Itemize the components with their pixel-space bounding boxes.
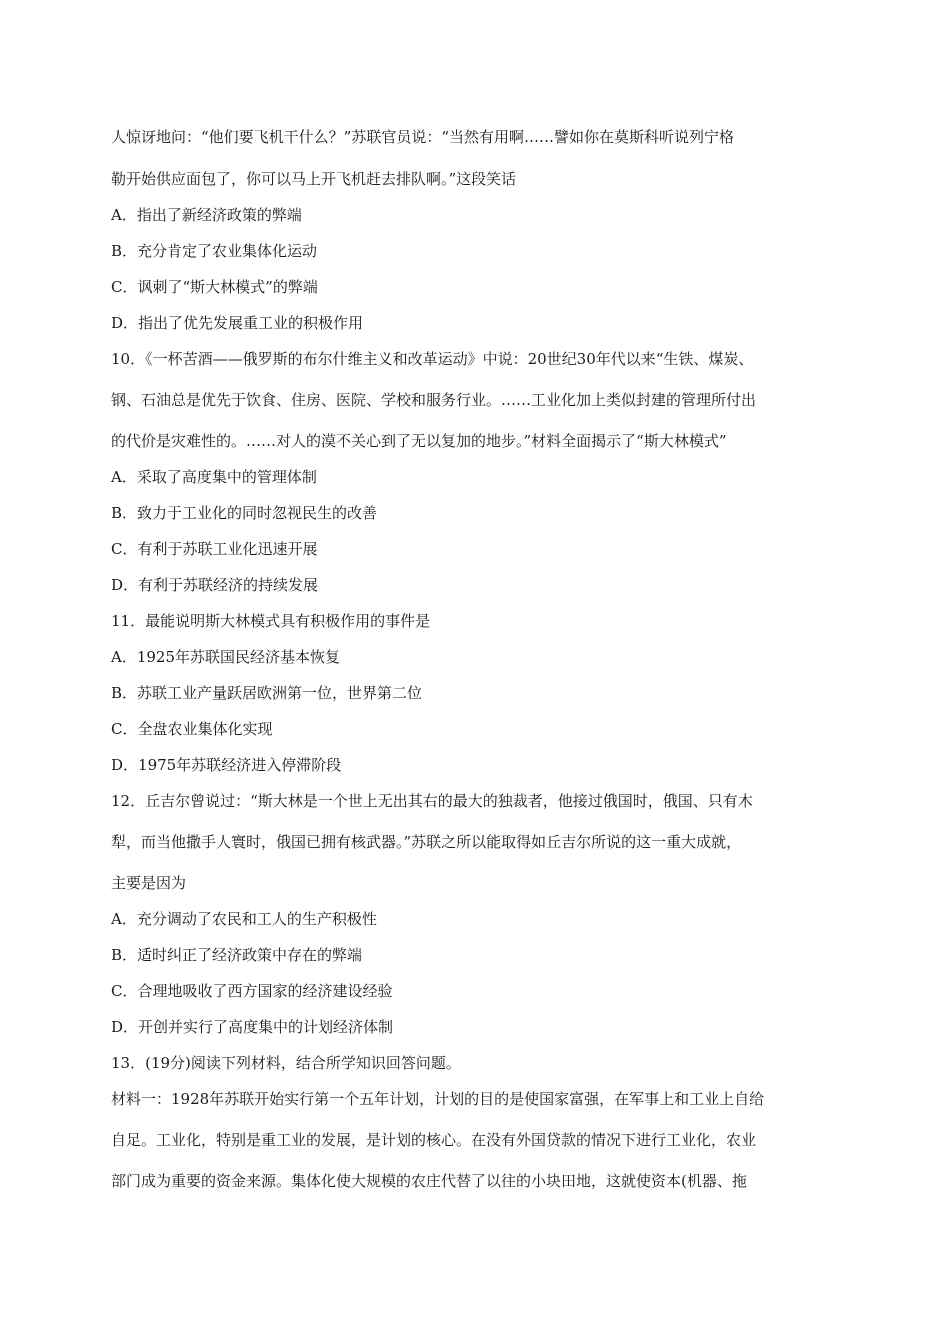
option-a: A．1925年苏联国民经济基本恢复: [111, 648, 341, 666]
text-line: 部门成为重要的资金来源。集体化使大规模的农庄代替了以往的小块田地，这就使资本(机器、拖: [111, 1172, 747, 1190]
option-d: D．指出了优先发展重工业的积极作用: [111, 314, 364, 332]
option-d: D．有利于苏联经济的持续发展: [111, 576, 319, 594]
option-c: C．全盘农业集体化实现: [111, 720, 273, 738]
option-a: A．采取了高度集中的管理体制: [111, 468, 317, 486]
option-b: B．苏联工业产量跃居欧洲第一位，世界第二位: [111, 684, 423, 702]
question-12: 12．丘吉尔曾说过：“斯大林是一个世上无出其右的最大的独裁者，他接过俄国时，俄国、只有木: [111, 792, 753, 810]
option-d: D．开创并实行了高度集中的计划经济体制: [111, 1018, 394, 1036]
option-c: C．讽刺了“斯大林模式”的弊端: [111, 278, 318, 296]
text-line: 的代价是灾难性的。……对人的漠不关心到了无以复加的地步。”材料全面揭示了“斯大林模式”: [111, 432, 727, 450]
text-line: 自足。工业化，特别是重工业的发展，是计划的核心。在没有外国贷款的情况下进行工业化，农业: [111, 1131, 757, 1149]
option-b: B．致力于工业化的同时忽视民生的改善: [111, 504, 378, 522]
option-d: D．1975年苏联经济进入停滞阶段: [111, 756, 342, 774]
text-line: 犁，而当他撒手人寰时，俄国已拥有核武器。”苏联之所以能取得如丘吉尔所说的这一重大成就，: [111, 833, 742, 851]
option-b: B．适时纠正了经济政策中存在的弊端: [111, 946, 363, 964]
option-b: B．充分肯定了农业集体化运动: [111, 242, 318, 260]
option-c: C．合理地吸收了西方国家的经济建设经验: [111, 982, 393, 1000]
material-1: 材料一：1928年苏联开始实行第一个五年计划，计划的目的是使国家富强，在军事上和工业上自给: [111, 1090, 765, 1108]
text-line: 主要是因为: [111, 874, 187, 892]
question-13: 13．(19分)阅读下列材料，结合所学知识回答问题。: [111, 1054, 461, 1072]
option-a: A．充分调动了农民和工人的生产积极性: [111, 910, 377, 928]
question-10: 10．《一杯苦酒——俄罗斯的布尔什维主义和改革运动》中说：20世纪30年代以来“生铁、煤炭、: [111, 350, 754, 368]
text-line: 钢、石油总是优先于饮食、住房、医院、学校和服务行业。……工业化加上类似封建的管理所付出: [111, 391, 757, 409]
text-line: 勒开始供应面包了，你可以马上开飞机赶去排队啊。”这段笑话: [111, 170, 517, 188]
question-11: 11．最能说明斯大林模式具有积极作用的事件是: [111, 612, 431, 630]
text-line: 人惊讶地问：“他们要飞机干什么？”苏联官员说：“当然有用啊……譬如你在莫斯科听说列宁格: [111, 128, 735, 146]
option-a: A．指出了新经济政策的弊端: [111, 206, 302, 224]
option-c: C．有利于苏联工业化迅速开展: [111, 540, 318, 558]
